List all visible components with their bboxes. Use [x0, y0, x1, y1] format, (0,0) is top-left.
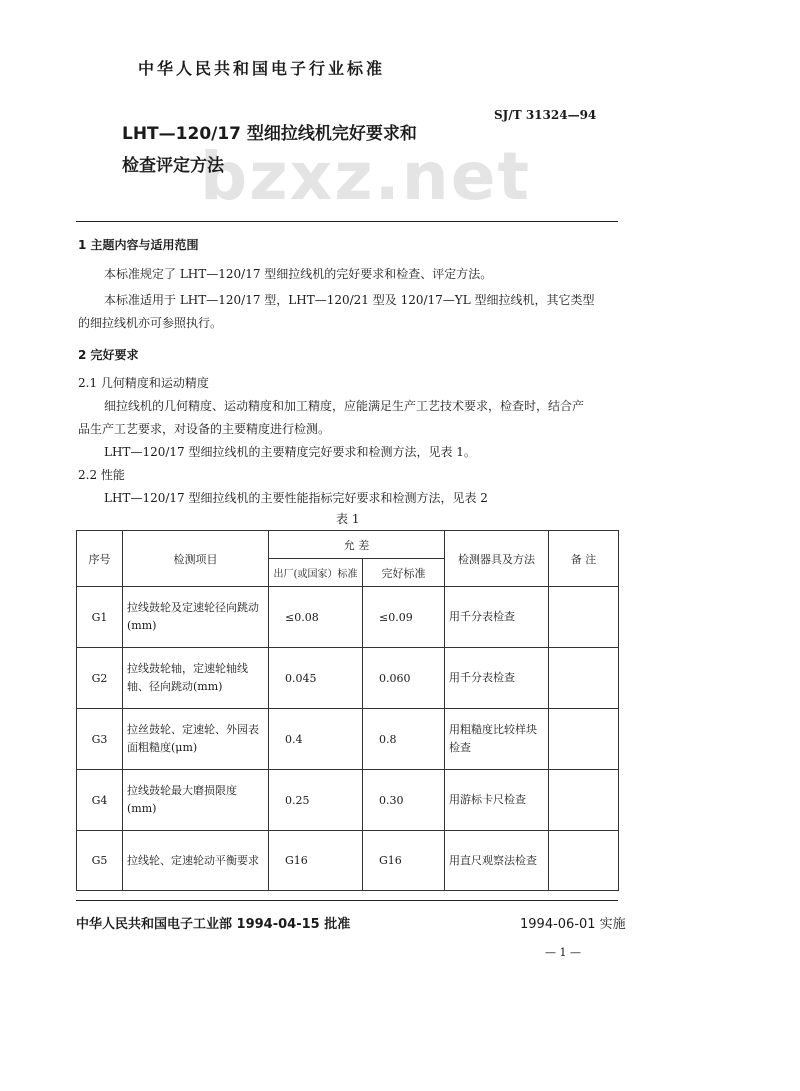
- row-intact: 0.30: [363, 770, 445, 831]
- issuing-authority: 中华人民共和国电子行业标准: [138, 59, 386, 78]
- table-caption: 表 1: [336, 512, 360, 526]
- row-factory: ≤0.08: [269, 587, 363, 648]
- effective-date: 1994-06-01 实施: [520, 917, 626, 932]
- header-no: 序号: [77, 531, 123, 587]
- row-item: 拉线鼓轮轴，定速轮轴线轴、径向跳动(mm): [123, 648, 269, 709]
- row-no: G5: [77, 831, 123, 891]
- table-row: [77, 587, 619, 648]
- row-item: 拉丝鼓轮、定速轮、外园表面粗糙度(μm): [123, 709, 269, 770]
- section-2-1-para-2: LHT—120/17 型细拉线机的主要精度完好要求和检测方法，见表 1。: [104, 445, 476, 459]
- row-method: 用千分表检查: [445, 648, 549, 709]
- row-method: 用直尺观察法检查: [445, 831, 549, 891]
- row-item: 拉线鼓轮及定速轮径向跳动(mm): [123, 587, 269, 648]
- row-intact: 0.060: [363, 648, 445, 709]
- table-row: [77, 709, 619, 770]
- row-item: 拉线鼓轮最大磨损限度(mm): [123, 770, 269, 831]
- precision-table: [76, 530, 619, 891]
- document-title: [122, 118, 417, 182]
- row-remark: [549, 587, 619, 648]
- title-line-1: LHT—120/17 型细拉线机完好要求和: [122, 124, 417, 144]
- page-number: — 1 —: [545, 946, 581, 959]
- title-line-2: 检查评定方法: [122, 156, 224, 176]
- table-row: [77, 770, 619, 831]
- standard-number: SJ/T 31324—94: [494, 108, 597, 122]
- section-2-2-heading: 2.2 性能: [78, 468, 125, 482]
- row-intact: 0.8: [363, 709, 445, 770]
- row-factory: 0.25: [269, 770, 363, 831]
- title-divider: [76, 221, 618, 222]
- header-remark: 备 注: [549, 531, 619, 587]
- row-no: G1: [77, 587, 123, 648]
- row-remark: [549, 648, 619, 709]
- row-no: G3: [77, 709, 123, 770]
- row-intact: G16: [363, 831, 445, 891]
- row-remark: [549, 709, 619, 770]
- row-no: G4: [77, 770, 123, 831]
- footer-divider: [76, 900, 618, 901]
- row-method: 用游标卡尺检查: [445, 770, 549, 831]
- row-remark: [549, 831, 619, 891]
- row-remark: [549, 770, 619, 831]
- table-1: [76, 530, 618, 891]
- row-method: 用粗糙度比较样块检查: [445, 709, 549, 770]
- watermark: bzxz.net: [200, 138, 532, 215]
- header-item: 检测项目: [123, 531, 269, 587]
- section-2-1-heading: 2.1 几何精度和运动精度: [78, 376, 209, 390]
- row-item: 拉线轮、定速轮动平衡要求: [123, 831, 269, 891]
- section-2-2-para-1: LHT—120/17 型细拉线机的主要性能指标完好要求和检测方法，见表 2: [104, 491, 488, 505]
- section-1-para-2a: 本标准适用于 LHT—120/17 型，LHT—120/21 型及 120/17—YL 型细拉线机，其它类型: [104, 293, 595, 307]
- section-2-1-para-1b: 品生产工艺要求，对设备的主要精度进行检测。: [78, 422, 331, 436]
- section-1-para-2b: 的细拉线机亦可参照执行。: [78, 316, 223, 330]
- table-row: [77, 831, 619, 891]
- section-2-heading: 2 完好要求: [78, 348, 139, 362]
- section-1-heading: 1 主题内容与适用范围: [78, 238, 199, 252]
- header-allowance: 允 差: [269, 531, 445, 559]
- row-factory: 0.045: [269, 648, 363, 709]
- section-1-para-1: 本标准规定了 LHT—120/17 型细拉线机的完好要求和检查、评定方法。: [104, 267, 493, 281]
- section-2-1-para-1a: 细拉线机的几何精度、运动精度和加工精度，应能满足生产工艺技术要求，检查时，结合产: [104, 399, 585, 413]
- approval-line: 中华人民共和国电子工业部 1994-04-15 批准: [76, 917, 351, 932]
- table-row: [77, 648, 619, 709]
- header-method: 检测器具及方法: [445, 531, 549, 587]
- row-factory: G16: [269, 831, 363, 891]
- row-factory: 0.4: [269, 709, 363, 770]
- header-factory-standard: 出厂(或国家）标准: [269, 559, 363, 587]
- row-no: G2: [77, 648, 123, 709]
- header-intact-standard: 完好标准: [363, 559, 445, 587]
- row-method: 用千分表检查: [445, 587, 549, 648]
- row-intact: ≤0.09: [363, 587, 445, 648]
